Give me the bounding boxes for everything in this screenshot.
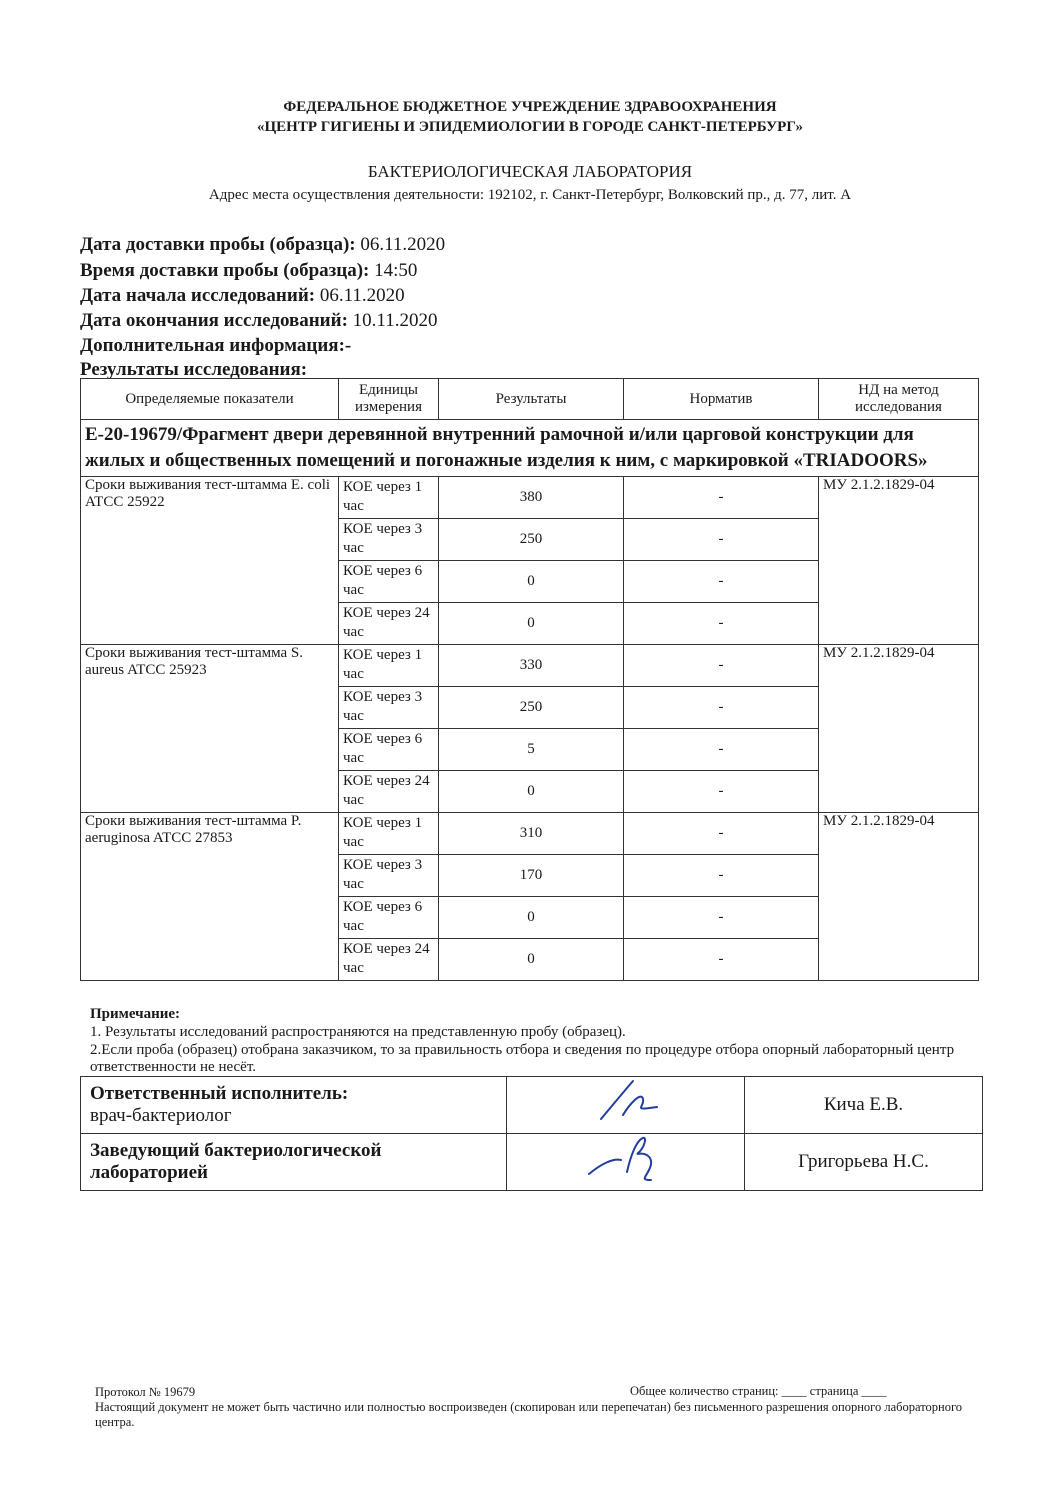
header-indicator: Определяемые показатели — [81, 379, 339, 420]
signature-position: врач-бактериолог — [90, 1105, 232, 1126]
handwritten-signature-icon — [571, 1077, 681, 1127]
signature-row — [81, 1134, 983, 1191]
note-item: 2.Если проба (образец) отобрана заказчиком, то за правильность отбора и сведения по процедуре отбора опорный лабораторный центр ответственности не несёт. — [90, 1042, 955, 1075]
norm-cell: - — [624, 603, 819, 645]
header-norm: Норматив — [624, 379, 819, 420]
protocol-number: Протокол № 19679 — [95, 1385, 196, 1399]
norm-cell: - — [624, 477, 819, 519]
signature-name: Григорьева Н.С. — [745, 1134, 983, 1191]
signature-cell — [507, 1134, 745, 1191]
extra-info-label: Дополнительная информация:- — [80, 335, 352, 356]
result-cell: 0 — [439, 897, 624, 939]
unit-cell: КОЕ через 24 час — [339, 939, 439, 981]
start-date-line — [80, 285, 405, 307]
result-cell: 0 — [439, 561, 624, 603]
notes-title: Примечание: — [90, 1006, 181, 1022]
method-cell: МУ 2.1.2.1829-04 — [819, 645, 979, 813]
unit-cell: КОЕ через 24 час — [339, 603, 439, 645]
unit-cell: КОЕ через 3 час — [339, 855, 439, 897]
result-cell: 0 — [439, 771, 624, 813]
indicator-cell: Сроки выживания тест-штамма E. coli ATCC 25922 — [81, 477, 339, 645]
table-row — [81, 813, 979, 855]
unit-cell: КОЕ через 1 час — [339, 813, 439, 855]
handwritten-signature-icon — [571, 1134, 681, 1184]
unit-cell: КОЕ через 6 час — [339, 561, 439, 603]
norm-cell: - — [624, 939, 819, 981]
delivery-date-line — [80, 234, 445, 256]
delivery-time-label: Время доставки пробы (образца): — [80, 260, 370, 281]
delivery-time-value: 14:50 — [374, 260, 418, 281]
header-result: Результаты — [439, 379, 624, 420]
start-date-label: Дата начала исследований: — [80, 285, 316, 306]
end-date-value: 10.11.2020 — [352, 310, 438, 331]
end-date-line — [80, 310, 437, 332]
results-header-row — [81, 379, 979, 420]
footer-disclaimer: Настоящий документ не может быть частично или полностью воспроизведен (скопирован или перепечатан) без письменного разрешения опорного лабораторного центра. — [95, 1400, 963, 1429]
page-count: Общее количество страниц: ____ страница ____ — [630, 1384, 887, 1398]
unit-cell: КОЕ через 1 час — [339, 645, 439, 687]
norm-cell: - — [624, 729, 819, 771]
method-cell: МУ 2.1.2.1829-04 — [819, 813, 979, 981]
start-date-value: 06.11.2020 — [319, 285, 405, 306]
signature-name: Кича Е.В. — [745, 1077, 983, 1134]
norm-cell: - — [624, 561, 819, 603]
norm-cell: - — [624, 813, 819, 855]
result-cell: 170 — [439, 855, 624, 897]
org-name-line2: «ЦЕНТР ГИГИЕНЫ И ЭПИДЕМИОЛОГИИ В ГОРОДЕ САНКТ-ПЕТЕРБУРГ» — [257, 119, 803, 135]
signature-role: Заведующий бактериологической лабораторией — [90, 1140, 382, 1183]
norm-cell: - — [624, 645, 819, 687]
result-cell: 380 — [439, 477, 624, 519]
org-name-line1: ФЕДЕРАЛЬНОЕ БЮДЖЕТНОЕ УЧРЕЖДЕНИЕ ЗДРАВООХРАНЕНИЯ — [283, 99, 777, 115]
unit-cell: КОЕ через 6 час — [339, 729, 439, 771]
result-cell: 250 — [439, 519, 624, 561]
lab-name: БАКТЕРИОЛОГИЧЕСКАЯ ЛАБОРАТОРИЯ — [367, 162, 693, 181]
indicator-cell: Сроки выживания тест-штамма P. aeruginosa ATCC 27853 — [81, 813, 339, 981]
extra-info-line — [80, 335, 351, 357]
footer — [95, 1385, 975, 1430]
unit-cell: КОЕ через 1 час — [339, 477, 439, 519]
delivery-time-line — [80, 260, 417, 282]
table-row — [81, 645, 979, 687]
result-cell: 0 — [439, 603, 624, 645]
header-unit: Единицы измерения — [339, 379, 439, 420]
delivery-date-label: Дата доставки пробы (образца): — [80, 234, 356, 255]
signature-role-cell — [81, 1077, 507, 1134]
signature-role: Ответственный исполнитель: — [90, 1083, 349, 1104]
result-cell: 310 — [439, 813, 624, 855]
note-item: 1. Результаты исследований распространяются на представленную пробу (образец). — [90, 1024, 626, 1040]
table-row — [81, 477, 979, 519]
norm-cell: - — [624, 771, 819, 813]
notes-block — [90, 1006, 970, 1077]
results-heading: Результаты исследования: — [80, 359, 308, 380]
sample-object: Е-20-19679/Фрагмент двери деревянной внутренний рамочной и/или царговой конструкции для жилых и общественных помещений и погонажные изделия к ним, с маркировкой «TRIADOORS» — [81, 420, 979, 477]
norm-cell: - — [624, 855, 819, 897]
signature-row — [81, 1077, 983, 1134]
result-cell: 250 — [439, 687, 624, 729]
end-date-label: Дата окончания исследований: — [80, 310, 348, 331]
norm-cell: - — [624, 897, 819, 939]
results-table — [80, 378, 979, 981]
unit-cell: КОЕ через 3 час — [339, 687, 439, 729]
unit-cell: КОЕ через 6 час — [339, 897, 439, 939]
signatures-table — [80, 1076, 983, 1191]
result-cell: 0 — [439, 939, 624, 981]
method-cell: МУ 2.1.2.1829-04 — [819, 477, 979, 645]
norm-cell: - — [624, 687, 819, 729]
header-method: НД на метод исследования — [819, 379, 979, 420]
signature-role-cell — [81, 1134, 507, 1191]
result-cell: 5 — [439, 729, 624, 771]
result-cell: 330 — [439, 645, 624, 687]
norm-cell: - — [624, 519, 819, 561]
signature-cell — [507, 1077, 745, 1134]
sample-object-row — [81, 420, 979, 477]
indicator-cell: Сроки выживания тест-штамма S. aureus ATCC 25923 — [81, 645, 339, 813]
unit-cell: КОЕ через 3 час — [339, 519, 439, 561]
lab-address: Адрес места осуществления деятельности: 192102, г. Санкт-Петербург, Волковский пр., д. 77, лит. А — [208, 187, 852, 203]
delivery-date-value: 06.11.2020 — [360, 234, 446, 255]
unit-cell: КОЕ через 24 час — [339, 771, 439, 813]
